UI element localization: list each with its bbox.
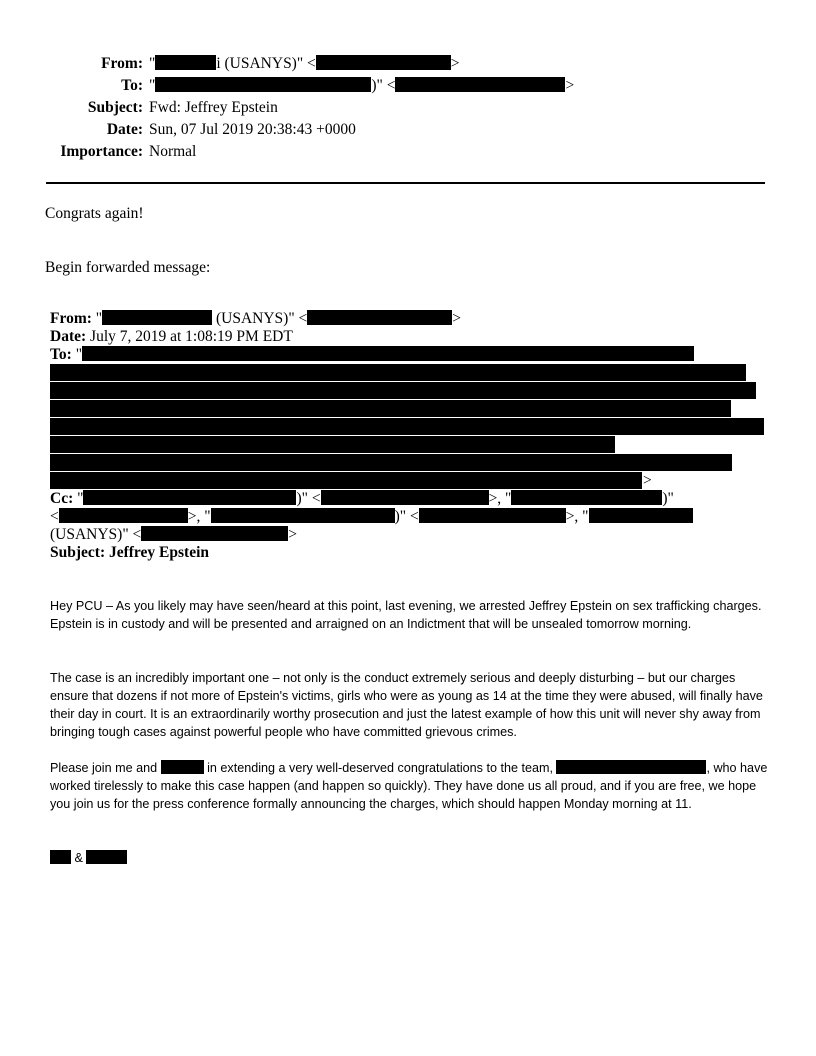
header-to-row: To: " )" < >: [0, 75, 816, 97]
redaction-box: [316, 55, 451, 70]
fwd-to-redacted-line: >: [50, 472, 770, 490]
fwd-cc-label: Cc:: [50, 490, 74, 507]
fwd-cc-row: Cc: " )" < >, " )": [50, 490, 674, 507]
fwd-from-label: From:: [50, 310, 92, 327]
date-value: Sun, 07 Jul 2019 20:38:43 +0000: [149, 121, 356, 138]
fwd-to-row: To: ": [50, 346, 770, 364]
redaction-box: [511, 490, 662, 505]
redaction-box: [556, 760, 706, 774]
message-paragraph-2: [50, 669, 770, 741]
from-label: From:: [101, 55, 143, 72]
fwd-to-redacted-line: [50, 400, 770, 418]
redaction-box: [50, 436, 615, 453]
redaction-box: [307, 310, 452, 325]
fwd-date-label: Date:: [50, 328, 87, 345]
header-from-row: From: " i (USANYS)" < >: [0, 53, 816, 75]
fwd-from-row: From: " (USANYS)" < >: [50, 310, 462, 327]
redaction-box: [50, 382, 756, 399]
p3-part-c: who have worked tirelessly to make this case happen (and happen so quickly). They have done us all proud, and if you are free, we hope you join us for the press conference formally announcing the charges, which should happen Monday morning at 11.: [50, 761, 768, 811]
message-signature: [50, 849, 770, 867]
message-paragraph-3: Please join me and in extending a very well-deserved congratulations to the team, , who have worked tirelessly to make this case happen (and happen so quickly). They have done us all proud, and if you are free, we hope you join us for the press conference formally announcing the charges, which should happen Monday morning at 11.: [50, 761, 768, 811]
email-header: [0, 53, 816, 163]
fwd-cc-row-3: (USANYS)" < >: [50, 526, 298, 543]
redaction-box: [50, 418, 764, 435]
header-divider: [46, 182, 765, 184]
fwd-to-redacted-line: [50, 436, 770, 454]
p3-part-a: Please join me and: [50, 761, 158, 775]
fwd-to-redacted-line: [50, 454, 770, 472]
p3-part-b: in extending a very well-deserved congratulations to the team,: [207, 761, 553, 775]
importance-label: Importance:: [60, 143, 143, 160]
paragraph-text: Hey PCU – As you likely may have seen/heard at this point, last evening, we arrested Jeffrey Epstein on sex trafficking charges. Epstein is in custody and will be presented and arraigned on an Indictment that will be unsealed tomorrow morning.: [50, 599, 762, 631]
redaction-box: [211, 508, 395, 523]
header-date-row: [0, 119, 816, 141]
redaction-box: [50, 364, 746, 381]
fwd-subject-value: Jeffrey Epstein: [108, 544, 210, 561]
redaction-box: [419, 508, 566, 523]
redaction-box: [50, 454, 732, 471]
redaction-box: [161, 760, 204, 774]
fwd-to-redacted-line: [50, 382, 770, 400]
subject-label: Subject:: [87, 99, 143, 116]
fwd-to-redacted-line: [50, 364, 770, 382]
fwd-date-row: [50, 328, 770, 346]
fwd-cc-row-2: < >, " )" < >, ": [50, 508, 770, 526]
redaction-box: [83, 490, 296, 505]
header-importance-row: [0, 141, 816, 163]
intro-congrats: Congrats again!: [45, 205, 144, 222]
redaction-box: [50, 400, 731, 417]
intro-forwarded: Begin forwarded message:: [45, 259, 211, 276]
redaction-box: [50, 850, 71, 864]
redaction-box: [59, 508, 188, 523]
redaction-box: [141, 526, 288, 541]
message-paragraph-1: [50, 597, 770, 633]
date-label: Date:: [106, 121, 143, 138]
redaction-box: [50, 472, 642, 489]
from-value: i (USANYS)" <: [216, 55, 316, 72]
redaction-box: [155, 77, 371, 92]
paragraph-text: The case is an incredibly important one – not only is the conduct extremely serious and deeply disturbing – but our charges ensure that dozens if not more of Epstein's victims, girls who were as young as 14 at the time they were abused, will finally have their day in court. It is an extraordinarily worthy prosecution and just the latest example of how this unit will never shy away from bringing tough cases against powerful people who have committed grievous crimes.: [50, 671, 763, 739]
redaction-box: [82, 346, 694, 361]
fwd-to-label: To:: [50, 346, 72, 363]
fwd-cc-usanys: (USANYS)" <: [50, 526, 142, 543]
signature-ampersand: &: [74, 851, 83, 865]
subject-value: Fwd: Jeffrey Epstein: [149, 99, 278, 116]
fwd-subject-label: Subject:: [50, 544, 106, 561]
header-subject-row: [0, 97, 816, 119]
fwd-date-value: July 7, 2019 at 1:08:19 PM EDT: [90, 328, 293, 345]
redaction-box: [589, 508, 693, 523]
redaction-box: [155, 55, 216, 70]
importance-value: Normal: [149, 143, 197, 160]
forwarded-header: [50, 310, 770, 562]
fwd-to-redacted-line: [50, 418, 770, 436]
redaction-box: [321, 490, 489, 505]
redaction-box: [86, 850, 127, 864]
redaction-box: [395, 77, 565, 92]
redaction-box: [102, 310, 212, 325]
to-label: To:: [121, 77, 143, 94]
fwd-subject-row: [50, 544, 770, 562]
fwd-from-value: (USANYS)" <: [215, 310, 308, 327]
